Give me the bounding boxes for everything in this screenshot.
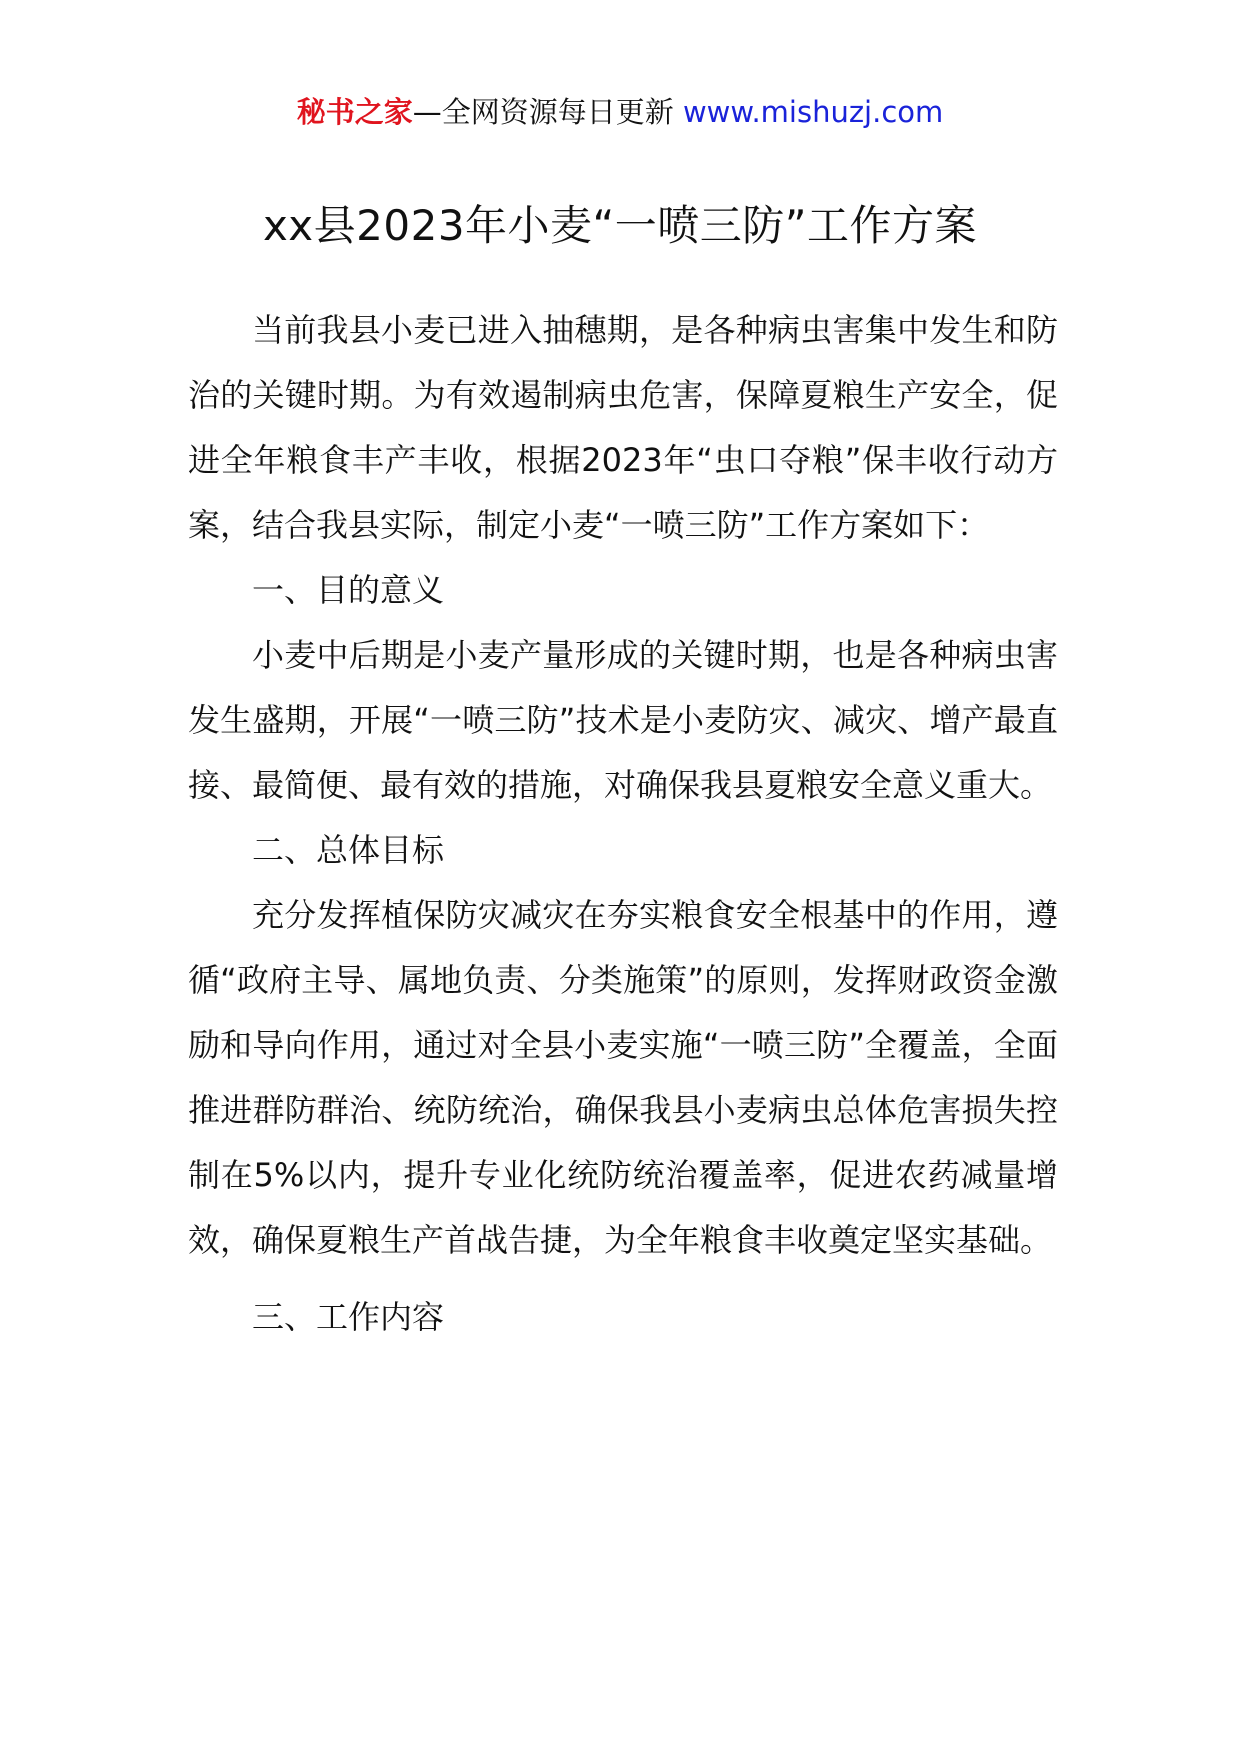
site-url-link[interactable]: www.mishuzj.com bbox=[682, 95, 944, 129]
intro-paragraph: 当前我县小麦已进入抽穗期，是各种病虫害集中发生和防治的关键时期。为有效遏制病虫危害，保障夏粮生产安全，促进全年粮食丰产丰收，根据2023年“虫口夺粮”保丰收行动方案，结合我县实际，制定小麦“一喷三防”工作方案如下： bbox=[188, 311, 1058, 544]
document-body bbox=[188, 298, 1058, 1350]
section-heading-goals: 二、总体目标 bbox=[252, 831, 445, 869]
header-slogan: —全网资源每日更新 bbox=[412, 95, 683, 129]
section-heading-purpose: 一、目的意义 bbox=[252, 571, 445, 609]
brand-name: 秘书之家 bbox=[296, 95, 413, 129]
section-heading-work-content: 三、工作内容 bbox=[252, 1298, 445, 1336]
purpose-paragraph: 小麦中后期是小麦产量形成的关键时期，也是各种病虫害发生盛期，开展“一喷三防”技术是小麦防灾、减灾、增产最直接、最简便、最有效的措施，对确保我县夏粮安全意义重大。 bbox=[188, 636, 1058, 804]
goals-paragraph: 充分发挥植保防灾减灾在夯实粮食安全根基中的作用，遵循“政府主导、属地负责、分类施策”的原则，发挥财政资金激励和导向作用，通过对全县小麦实施“一喷三防”全覆盖，全面推进群防群治、统防统治，确保我县小麦病虫总体危害损失控制在5%以内，提升专业化统防统治覆盖率，促进农药减量增效，确保夏粮生产首战告捷，为全年粮食丰收奠定坚实基础。 bbox=[188, 896, 1058, 1259]
site-header bbox=[0, 92, 1240, 132]
document-title: xx县2023年小麦“一喷三防”工作方案 bbox=[262, 201, 978, 250]
